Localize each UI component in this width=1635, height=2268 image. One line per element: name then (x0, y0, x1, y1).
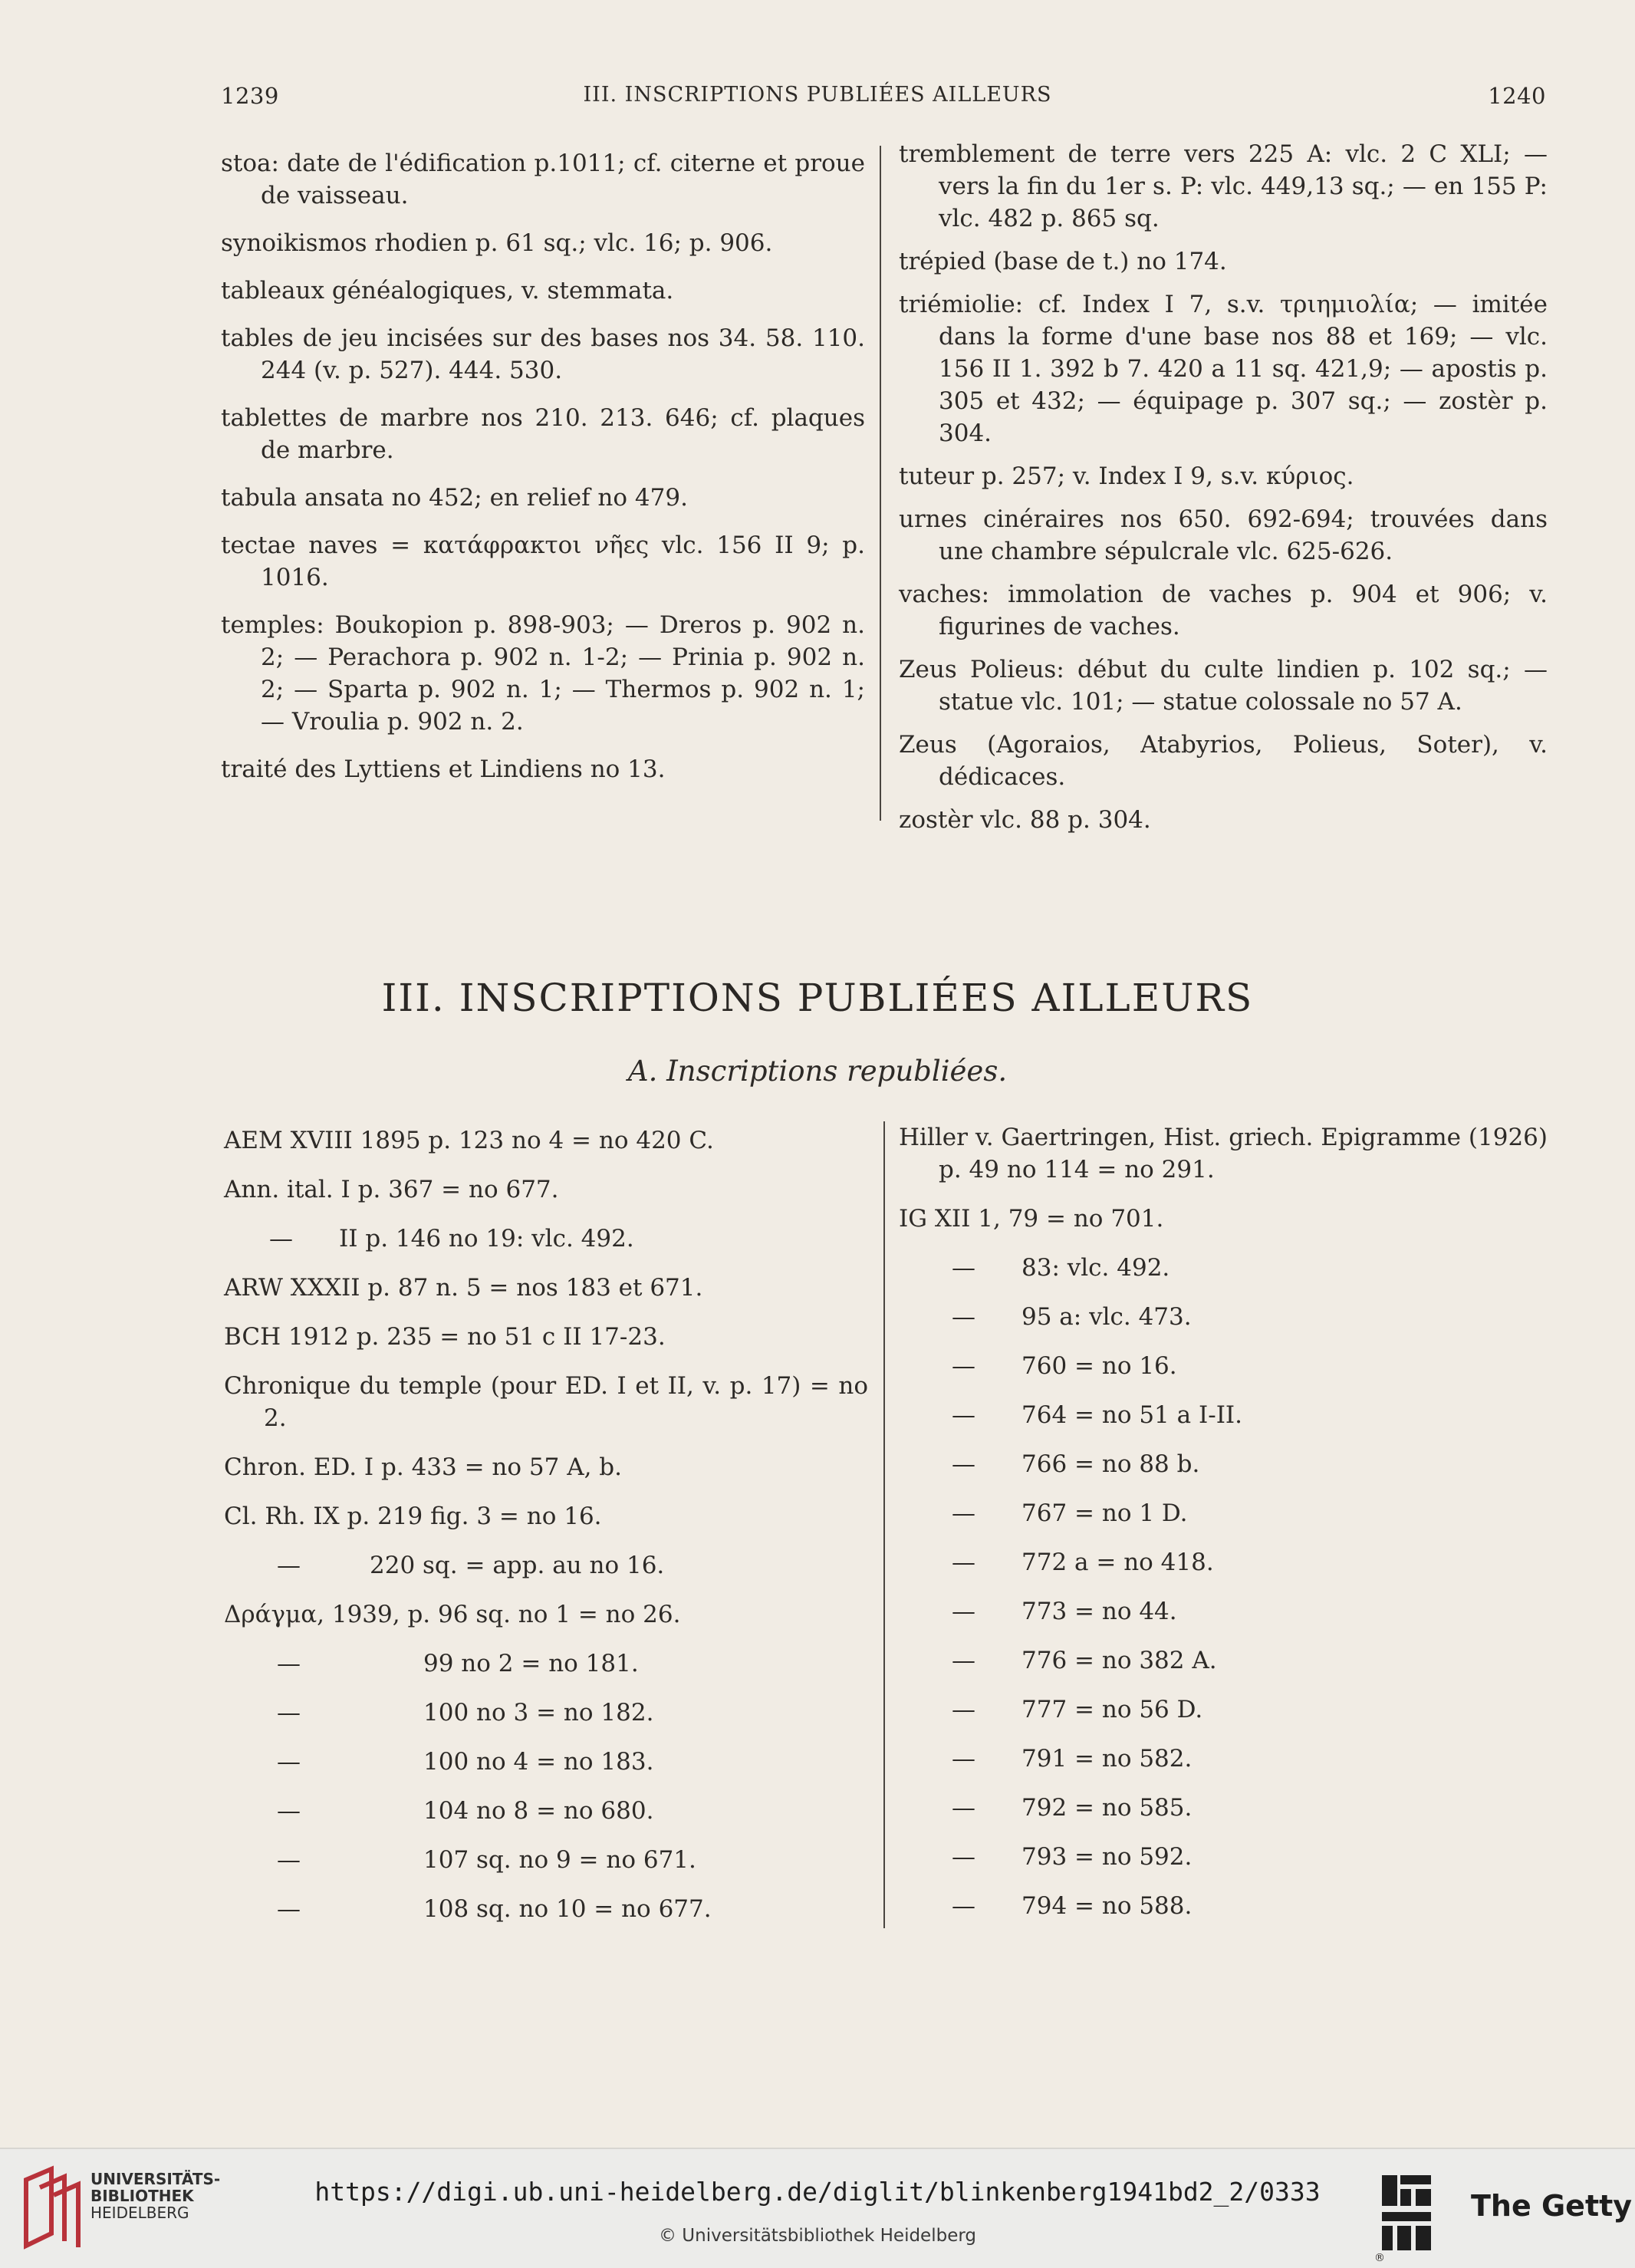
concordance-row (224, 1844, 868, 1876)
ditto-dash: — (952, 1745, 975, 1773)
index-entry: tremblement de terre vers 225 A: vlc. 2 C XLI; — vers la fin du 1er s. P: vlc. 449,13 sq.; — en 155 P: vlc. 482 p. 865 sq. (899, 140, 1548, 232)
concordance-row: AEM XVIII 1895 p. 123 no 4 = no 420 C. (224, 1127, 714, 1154)
getty-logo-icon (1379, 2172, 1434, 2253)
concordance-text: 791 = no 582. (1021, 1745, 1193, 1773)
index-entry: trépied (base de t.) no 174. (899, 248, 1227, 275)
index-entry: Zeus (Agoraios, Atabyrios, Polieus, Soter), v. dédicaces. (899, 731, 1548, 791)
concordance-row (899, 1350, 1548, 1382)
index-entry: tabula ansata no 452; en relief no 479. (221, 484, 688, 512)
ditto-dash: — (952, 1647, 975, 1674)
concordance-text: 792 = no 585. (1021, 1794, 1193, 1822)
concordance-row (224, 1746, 868, 1778)
page-number-right: 1240 (1488, 83, 1546, 109)
concordance-row (224, 1893, 868, 1925)
concordance-text: 794 = no 588. (1021, 1892, 1193, 1920)
ditto-dash: — (952, 1696, 975, 1723)
copyright-notice: © Universitätsbibliothek Heidelberg (658, 2226, 976, 2246)
concordance-text: 793 = no 592. (1021, 1843, 1193, 1871)
section-title: III. INSCRIPTIONS PUBLIÉES AILLEURS (381, 976, 1254, 1020)
index-entry: tableaux généalogiques, v. stemmata. (221, 277, 674, 304)
ditto-dash: — (952, 1499, 975, 1527)
page-number-left: 1239 (221, 83, 279, 109)
concordance-text: 99 no 2 = no 181. (423, 1650, 639, 1677)
concordance-row (224, 1223, 868, 1255)
concordance-row: Chronique du temple (pour ED. I et II, v. p. 17) = no 2. (224, 1372, 868, 1432)
concordance-row (224, 1795, 868, 1827)
ditto-dash: — (952, 1303, 975, 1331)
index-entry: tablettes de marbre nos 210. 213. 646; cf. plaques de marbre. (221, 404, 865, 464)
library-name: UNIVERSITÄTS- BIBLIOTHEK HEIDELBERG (90, 2170, 221, 2222)
ditto-dash: — (277, 1895, 301, 1923)
concordance-row: Δράγμα, 1939, p. 96 sq. no 1 = no 26. (224, 1601, 681, 1628)
index-entry: temples: Boukopion p. 898-903; — Dreros p. 902 n. 2; — Perachora p. 902 n. 1-2; — Prinia p. 902 n. 2; — Sparta p. 902 n. 1; — Thermos p. 902 n. 1; — Vroulia p. 902 n. 2. (221, 611, 865, 736)
concordance-row (899, 1890, 1548, 1922)
ditto-dash: — (277, 1797, 301, 1825)
concordance-row: Ann. ital. I p. 367 = no 677. (224, 1176, 559, 1203)
index-entry: synoikismos rhodien p. 61 sq.; vlc. 16; p. 906. (221, 229, 773, 257)
concordance-column-left (224, 1124, 868, 1942)
ditto-dash: — (952, 1794, 975, 1822)
concordance-text: 767 = no 1 D. (1021, 1499, 1188, 1527)
concordance-text: 100 no 4 = no 183. (423, 1748, 654, 1776)
ditto-dash: — (952, 1598, 975, 1625)
ditto-dash: — (277, 1846, 301, 1874)
concordance-text: 776 = no 382 A. (1021, 1647, 1217, 1674)
ditto-dash: — (952, 1352, 975, 1380)
concordance-row: Cl. Rh. IX p. 219 fig. 3 = no 16. (224, 1503, 602, 1530)
concordance-text: 104 no 8 = no 680. (423, 1797, 654, 1825)
index-entry: urnes cinéraires nos 650. 692-694; trouvées dans une chambre sépulcrale vlc. 625-626. (899, 505, 1548, 565)
column-divider (880, 146, 881, 821)
concordance-text: 83: vlc. 492. (1021, 1254, 1170, 1282)
index-entry: traité des Lyttiens et Lindiens no 13. (221, 755, 666, 783)
index-column-right (899, 138, 1548, 847)
concordance-row: Chron. ED. I p. 433 = no 57 A, b. (224, 1453, 623, 1481)
ditto-dash: — (952, 1401, 975, 1429)
getty-wordmark: The Getty (1471, 2189, 1633, 2223)
concordance-row (899, 1644, 1548, 1677)
concordance-text: II p. 146 no 19: vlc. 492. (339, 1225, 634, 1253)
ditto-dash: — (277, 1748, 301, 1776)
ig-rows (899, 1252, 1548, 1922)
concordance-row (224, 1549, 868, 1582)
concordance-text: 772 a = no 418. (1021, 1549, 1214, 1576)
index-entry: tables de jeu incisées sur des bases nos 34. 58. 110. 244 (v. p. 527). 444. 530. (221, 324, 865, 384)
ditto-dash: — (277, 1552, 301, 1579)
index-entry: tuteur p. 257; v. Index I 9, s.v. κύριος. (899, 462, 1354, 490)
permalink-url[interactable]: https://digi.ub.uni-heidelberg.de/diglit/blinkenberg1941bd2_2/0333 (314, 2177, 1321, 2207)
concordance-row: ARW XXXII p. 87 n. 5 = nos 183 et 671. (224, 1274, 703, 1302)
concordance-text: 764 = no 51 a I-II. (1021, 1401, 1243, 1429)
concordance-text: 777 = no 56 D. (1021, 1696, 1203, 1723)
index-entry: triémiolie: cf. Index I 7, s.v. τριημιολία; — imitée dans la forme d'une base nos 88 et 169; — vlc. 156 II 1. 392 b 7. 420 a 11 sq. 421,9; — apostis p. 305 et 432; — équipage p. 307 sq.; — zostèr p. 304. (899, 291, 1548, 447)
concordance-text: 773 = no 44. (1021, 1598, 1177, 1625)
running-title: III. INSCRIPTIONS PUBLIÉES AILLEURS (583, 83, 1052, 107)
concordance-row (899, 1792, 1548, 1824)
index-entry: stoa: date de l'édification p.1011; cf. citerne et proue de vaisseau. (221, 150, 865, 209)
ditto-dash: — (269, 1225, 293, 1253)
concordance-row (899, 1595, 1548, 1628)
concordance-column-right (899, 1121, 1548, 1939)
index-column-left (221, 147, 865, 801)
index-entry: zostèr vlc. 88 p. 304. (899, 806, 1151, 834)
subsection-title: A. Inscriptions republiées. (627, 1055, 1008, 1088)
ditto-dash: — (952, 1892, 975, 1920)
concordance-row (899, 1743, 1548, 1775)
ditto-dash: — (952, 1549, 975, 1576)
concordance-text: 95 a: vlc. 473. (1021, 1303, 1192, 1331)
concordance-row (899, 1252, 1548, 1284)
concordance-row (899, 1301, 1548, 1333)
concordance-row (899, 1448, 1548, 1480)
index-entry: tectae naves = κατάφρακτοι νῆες vlc. 156 II 9; p. 1016. (221, 532, 865, 591)
concordance-row: Hiller v. Gaertringen, Hist. griech. Epigramme (1926) p. 49 no 114 = no 291. (899, 1124, 1548, 1183)
registered-mark: ® (1374, 2252, 1385, 2264)
concordance-row (899, 1399, 1548, 1431)
column-divider (883, 1121, 885, 1928)
footer-bar (0, 2148, 1635, 2268)
concordance-row (899, 1694, 1548, 1726)
ditto-dash: — (277, 1650, 301, 1677)
concordance-row (224, 1648, 868, 1680)
concordance-text: 100 no 3 = no 182. (423, 1699, 654, 1727)
concordance-text: 107 sq. no 9 = no 671. (423, 1846, 696, 1874)
concordance-text: 108 sq. no 10 = no 677. (423, 1895, 712, 1923)
concordance-row (899, 1841, 1548, 1873)
concordance-row (899, 1497, 1548, 1529)
concordance-text: 760 = no 16. (1021, 1352, 1177, 1380)
concordance-row: IG XII 1, 79 = no 701. (899, 1205, 1164, 1233)
concordance-text: 766 = no 88 b. (1021, 1450, 1200, 1478)
ditto-dash: — (952, 1843, 975, 1871)
index-entry: Zeus Polieus: début du culte lindien p. 102 sq.; — statue vlc. 101; — statue colossale no 57 A. (899, 656, 1548, 716)
concordance-text: 220 sq. = app. au no 16. (370, 1552, 665, 1579)
index-entry: vaches: immolation de vaches p. 904 et 906; v. figurines de vaches. (899, 581, 1548, 640)
ditto-dash: — (952, 1254, 975, 1282)
concordance-row (899, 1546, 1548, 1578)
ditto-dash: — (277, 1699, 301, 1727)
dragma-rows (224, 1648, 868, 1925)
ditto-dash: — (952, 1450, 975, 1478)
concordance-row: BCH 1912 p. 235 = no 51 c II 17-23. (224, 1323, 666, 1351)
concordance-row (224, 1697, 868, 1729)
